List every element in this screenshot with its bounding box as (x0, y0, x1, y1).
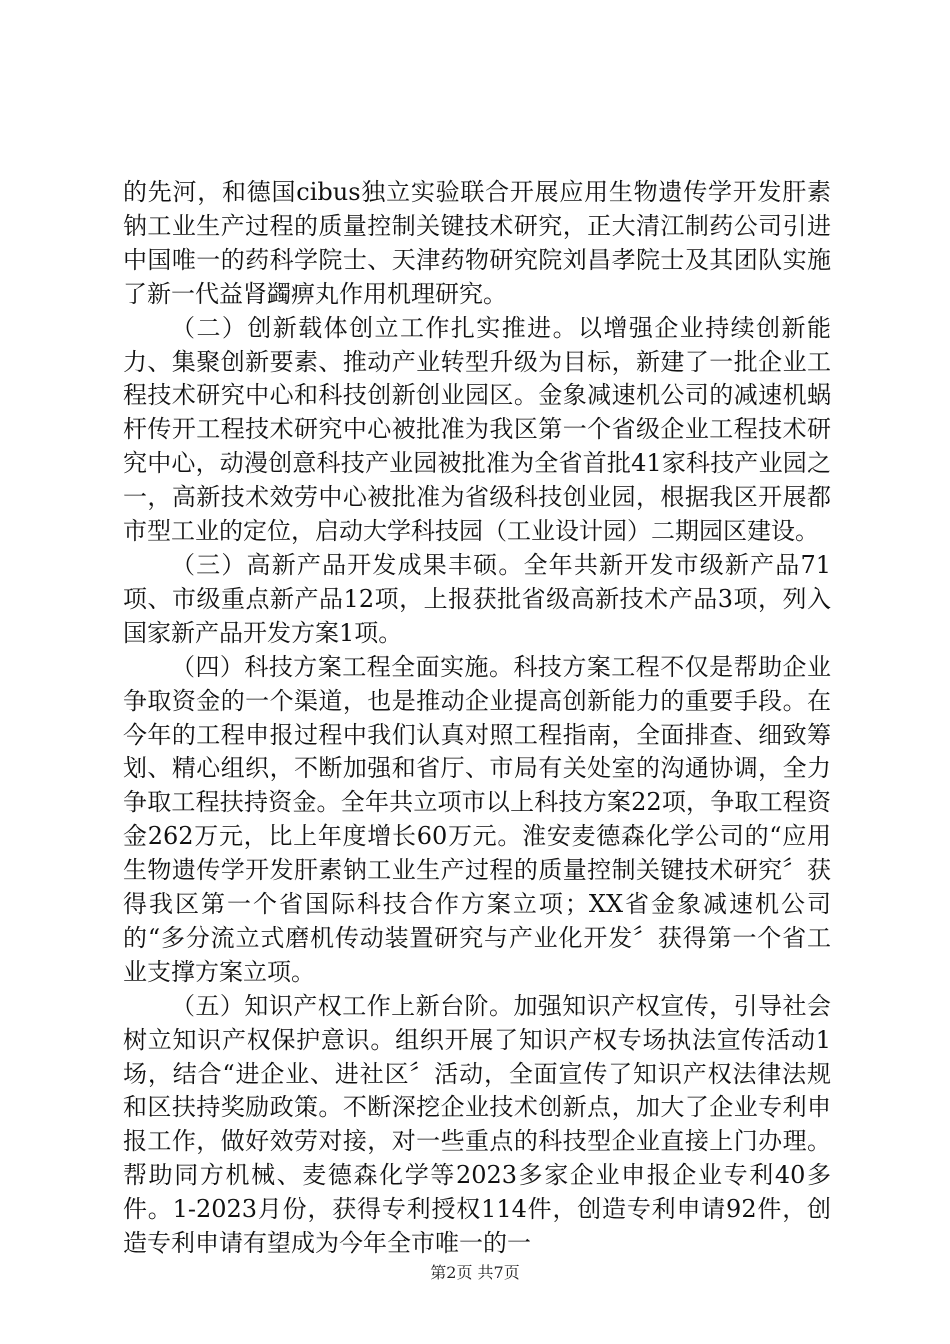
paragraph-section-3: （三）高新产品开发成果丰硕。全年共新开发市级新产品71项、市级重点新产品12项，上报获批省级高新技术产品3项，列入国家新产品开发方案1项。 (123, 550, 831, 647)
paragraph-continuation: 的先河，和德国cibus独立实验联合开展应用生物遗传学开发肝素钠工业生产过程的质量控制关键技术研究，正大清江制药公司引进中国唯一的药科学院士、天津药物研究院刘昌孝院士及其团队实施了新一代益肾蠲痹丸作用机理研究。 (123, 178, 831, 308)
page-number-label: 第2页 共7页 (430, 1263, 520, 1282)
document-body (123, 176, 831, 1261)
paragraph-section-2: （二）创新载体创立工作扎实推进。以增强企业持续创新能力、集聚创新要素、推动产业转型升级为目标，新建了一批企业工程技术研究中心和科技创新创业园区。金象减速机公司的减速机蜗杆传开工程技术研究中心被批准为我区第一个省级企业工程技术研究中心，动漫创意科技产业园被批准为全省首批41家科技产业园之一，高新技术效劳中心被批准为省级科技创业园，根据我区开展都市型工业的定位，启动大学科技园（工业设计园）二期园区建设。 (123, 313, 831, 546)
page-footer (0, 1263, 950, 1283)
paragraph-section-4: （四）科技方案工程全面实施。科技方案工程不仅是帮助企业争取资金的一个渠道，也是推动企业提高创新能力的重要手段。在今年的工程申报过程中我们认真对照工程指南，全面排查、细致筹划、精心组织，不断加强和省厅、市局有关处室的沟通协调，全力争取工程扶持资金。全年共立项市以上科技方案22项，争取工程资金262万元，比上年度增长60万元。淮安麦德森化学公司的“应用生物遗传学开发肝素钠工业生产过程的质量控制关键技术研究〞获得我区第一个省国际科技合作方案立项；XX省金象减速机公司的“多分流立式磨机传动装置研究与产业化开发〞获得第一个省工业支撑方案立项。 (123, 652, 831, 986)
paragraph-section-5: （五）知识产权工作上新台阶。加强知识产权宣传，引导社会树立知识产权保护意识。组织开展了知识产权专场执法宣传活动1场，结合“进企业、进社区〞活动，全面宣传了知识产权法律法规和区扶持奖励政策。不断深挖企业技术创新点，加大了企业专利申报工作，做好效劳对接，对一些重点的科技型企业直接上门办理。帮助同方机械、麦德森化学等2023多家企业申报企业专利40多件。1-2023月份，获得专利授权114件，创造专利申请92件，创造专利申请有望成为今年全市唯一的一 (123, 991, 831, 1258)
